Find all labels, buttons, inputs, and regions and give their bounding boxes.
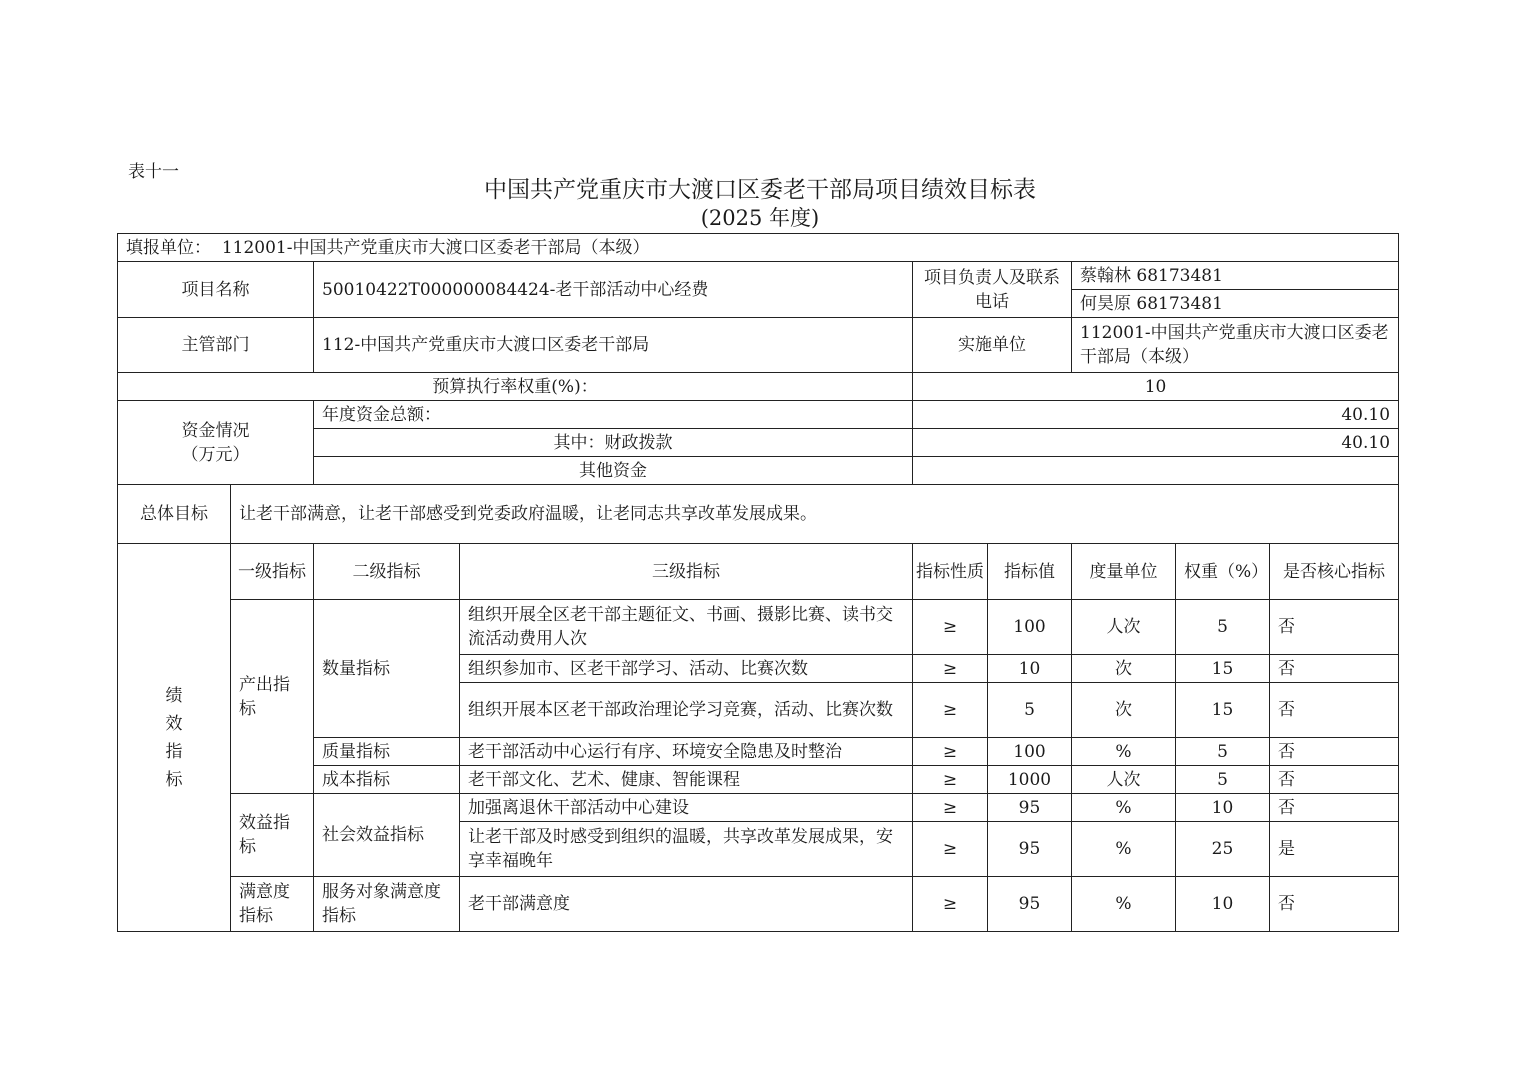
indicator-weight: 5: [1176, 766, 1270, 794]
funds-label: [118, 401, 314, 485]
header-level2: 二级指标: [314, 544, 460, 600]
goal-label: 总体目标: [118, 485, 231, 544]
indicator-value: 100: [988, 600, 1072, 655]
indicator-unit: 人次: [1072, 766, 1176, 794]
indicator-value: 95: [988, 822, 1072, 877]
indicator-name: 加强离退休干部活动中心建设: [460, 794, 913, 822]
indicator-weight: 5: [1176, 600, 1270, 655]
indicator-unit: %: [1072, 738, 1176, 766]
group-output: 产出指标: [231, 600, 314, 794]
contact-label: 项目负责人及联系电话: [913, 262, 1072, 318]
indicator-nature: ≥: [913, 766, 988, 794]
indicator-weight: 15: [1176, 683, 1270, 738]
group-satisfaction: 满意度指标: [231, 877, 314, 932]
indicator-value: 5: [988, 683, 1072, 738]
subgroup-cost: 成本指标: [314, 766, 460, 794]
table-row: [118, 600, 1399, 655]
filler-row: [118, 234, 1399, 262]
header-nature: 指标性质: [913, 544, 988, 600]
subgroup-social: 社会效益指标: [314, 794, 460, 877]
indicator-name: 老干部满意度: [460, 877, 913, 932]
table-row: [118, 794, 1399, 822]
indicator-name: 组织参加市、区老干部学习、活动、比赛次数: [460, 655, 913, 683]
indicator-weight: 25: [1176, 822, 1270, 877]
funds-other-value: [913, 457, 1399, 485]
indicator-core: 否: [1270, 600, 1399, 655]
header-level3: 三级指标: [460, 544, 913, 600]
funds-fiscal-value: 40.10: [913, 429, 1399, 457]
header-unit: 度量单位: [1072, 544, 1176, 600]
contact-2: 何昊原 68173481: [1072, 290, 1399, 318]
indicator-value: 95: [988, 877, 1072, 932]
table-number: 表十一: [128, 162, 179, 182]
impl-value: 112001-中国共产党重庆市大渡口区委老干部局（本级）: [1072, 318, 1399, 373]
indicator-core: 否: [1270, 766, 1399, 794]
indicator-value: 100: [988, 738, 1072, 766]
indicator-unit: %: [1072, 822, 1176, 877]
header-level1: 一级指标: [231, 544, 314, 600]
filler-label: 填报单位：: [126, 237, 211, 258]
indicator-core: 否: [1270, 683, 1399, 738]
indicator-name: 组织开展全区老干部主题征文、书画、摄影比赛、读书交流活动费用人次: [460, 600, 913, 655]
impl-label: 实施单位: [913, 318, 1072, 373]
indicator-core: 否: [1270, 655, 1399, 683]
indicator-core: 否: [1270, 738, 1399, 766]
project-name-label: 项目名称: [118, 262, 314, 318]
indicator-name: 老干部活动中心运行有序、环境安全隐患及时整治: [460, 738, 913, 766]
indicator-nature: ≥: [913, 738, 988, 766]
funds-label-line2: （万元）: [181, 444, 250, 465]
budget-weight-label: 预算执行率权重(%)：: [118, 373, 913, 401]
indicator-nature: ≥: [913, 683, 988, 738]
header-weight: 权重（%）: [1176, 544, 1270, 600]
indicator-core: 是: [1270, 822, 1399, 877]
group-benefit: 效益指标: [231, 794, 314, 877]
dept-value: 112-中国共产党重庆市大渡口区委老干部局: [314, 318, 913, 373]
subgroup-quantity: 数量指标: [314, 600, 460, 738]
subgroup-service: 服务对象满意度指标: [314, 877, 460, 932]
funds-other-label: 其他资金: [314, 457, 913, 485]
indicator-nature: ≥: [913, 877, 988, 932]
indicator-core: 否: [1270, 794, 1399, 822]
indicator-name: 组织开展本区老干部政治理论学习竞赛，活动、比赛次数: [460, 683, 913, 738]
dept-label: 主管部门: [118, 318, 314, 373]
contact-1: 蔡翰林 68173481: [1072, 262, 1399, 290]
indicator-unit: %: [1072, 794, 1176, 822]
indicator-nature: ≥: [913, 822, 988, 877]
indicator-name: 让老干部及时感受到组织的温暖，共享改革发展成果，安享幸福晚年: [460, 822, 913, 877]
indicator-unit: 次: [1072, 683, 1176, 738]
indicator-weight: 15: [1176, 655, 1270, 683]
indicator-weight: 10: [1176, 794, 1270, 822]
indicator-unit: 人次: [1072, 600, 1176, 655]
indicators-section-label: 绩 效 指 标: [118, 544, 231, 932]
table-row: [118, 877, 1399, 932]
indicator-core: 否: [1270, 877, 1399, 932]
funds-label-line1: 资金情况: [181, 420, 250, 441]
indicator-unit: %: [1072, 877, 1176, 932]
funds-total-label: 年度资金总额：: [314, 401, 913, 429]
budget-weight-value: 10: [913, 373, 1399, 401]
indicator-value: 95: [988, 794, 1072, 822]
filler-cell: [118, 234, 1399, 262]
indicator-value: 10: [988, 655, 1072, 683]
page-title: 中国共产党重庆市大渡口区委老干部局项目绩效目标表: [484, 177, 1036, 203]
indicator-nature: ≥: [913, 600, 988, 655]
page-subtitle: (2025 年度): [700, 206, 820, 230]
indicator-nature: ≥: [913, 655, 988, 683]
subgroup-quality: 质量指标: [314, 738, 460, 766]
funds-total-value: 40.10: [913, 401, 1399, 429]
indicator-weight: 10: [1176, 877, 1270, 932]
project-name-value: 50010422T000000084424-老干部活动中心经费: [314, 262, 913, 318]
indicator-unit: 次: [1072, 655, 1176, 683]
indicator-name: 老干部文化、艺术、健康、智能课程: [460, 766, 913, 794]
indicator-value: 1000: [988, 766, 1072, 794]
goal-value: 让老干部满意，让老干部感受到党委政府温暖，让老同志共享改革发展成果。: [231, 485, 1399, 544]
filler-value: 112001-中国共产党重庆市大渡口区委老干部局（本级）: [221, 237, 650, 258]
header-core: 是否核心指标: [1270, 544, 1399, 600]
indicator-nature: ≥: [913, 794, 988, 822]
performance-table: [117, 233, 1399, 932]
funds-fiscal-label: 其中：财政拨款: [314, 429, 913, 457]
header-value: 指标值: [988, 544, 1072, 600]
indicator-weight: 5: [1176, 738, 1270, 766]
